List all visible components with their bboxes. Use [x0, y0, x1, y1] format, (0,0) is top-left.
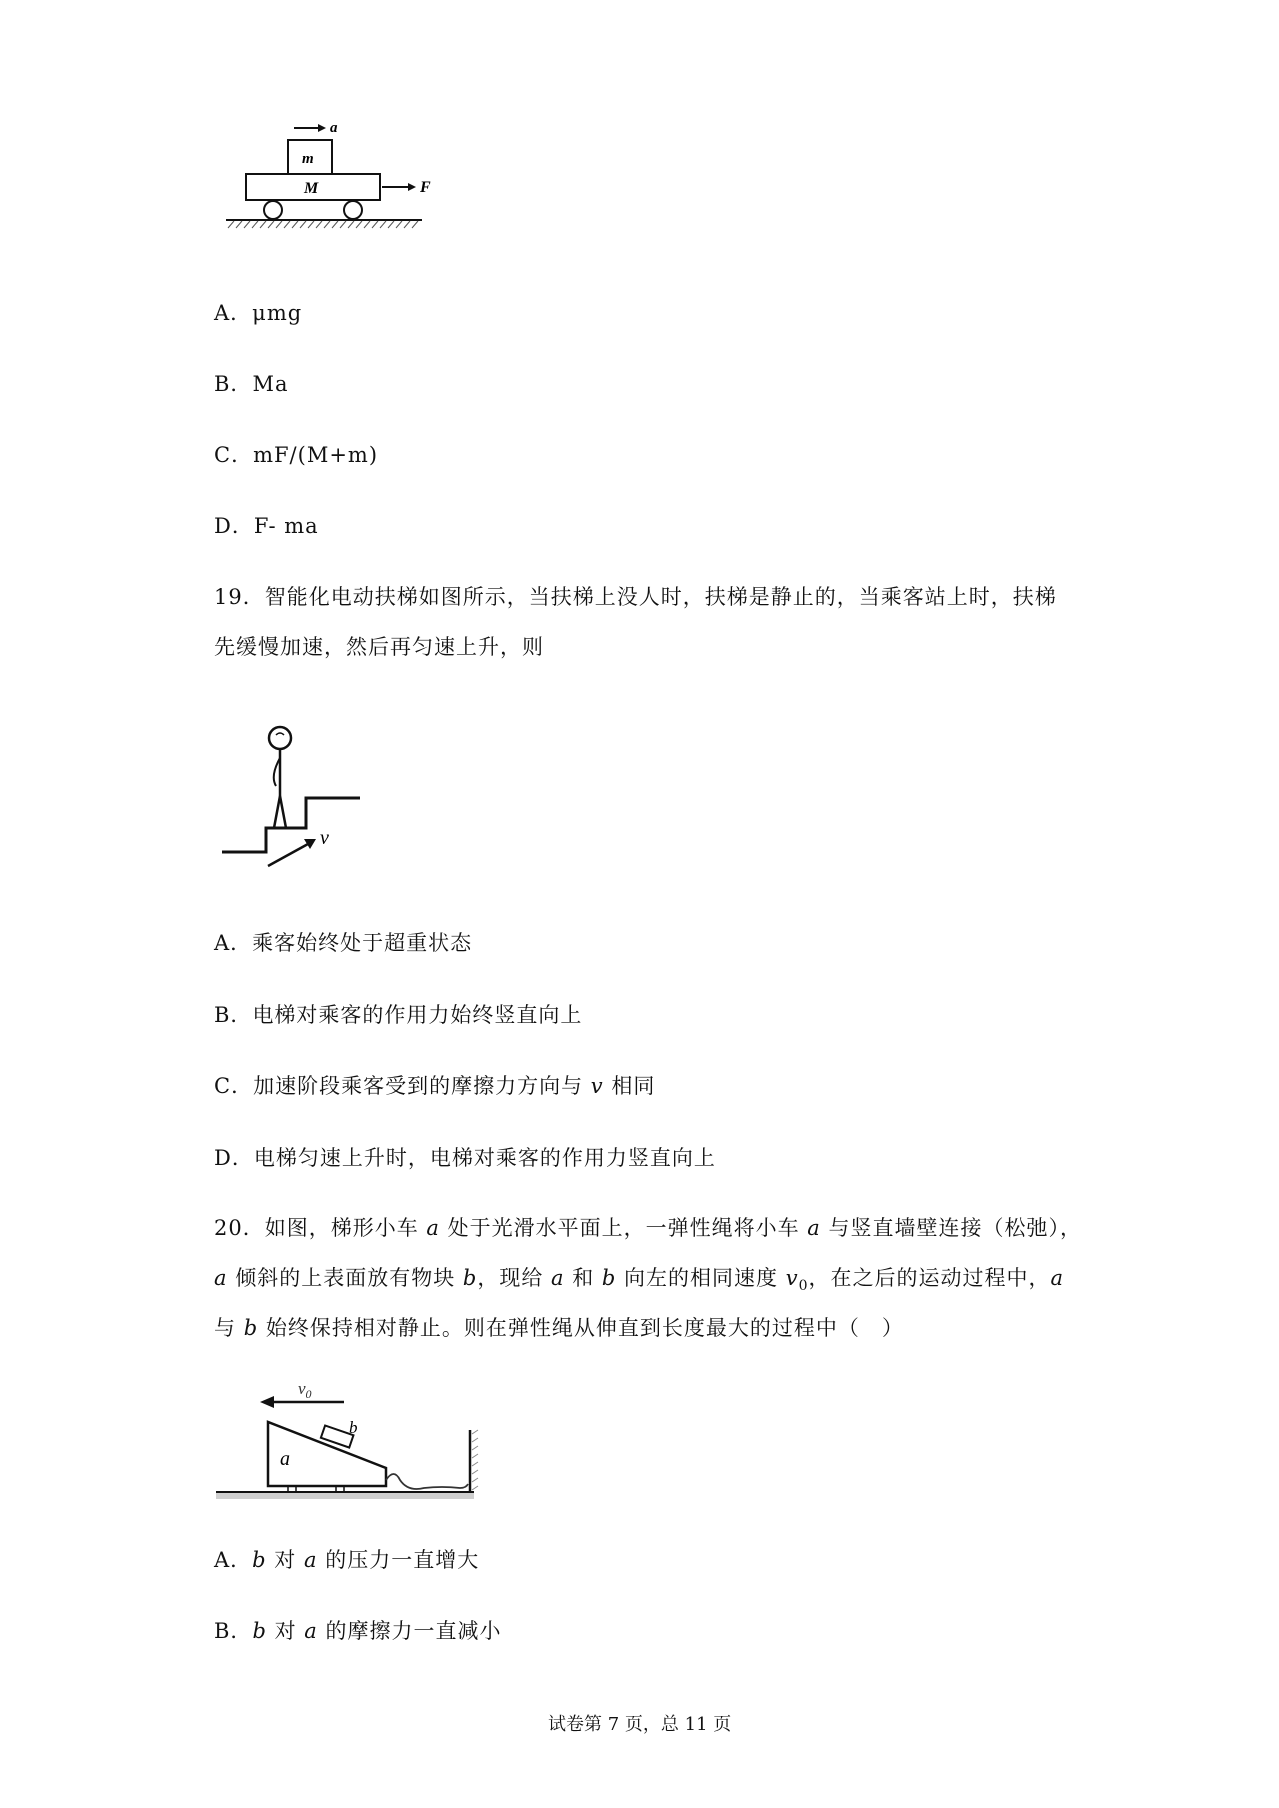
option-text: 电梯匀速上升时，电梯对乘客的作用力竖直向上: [253, 1146, 716, 1170]
q18-option-c: [214, 445, 378, 466]
escalator-figure: [218, 718, 368, 868]
page-footer: 试卷第 7 页，总 11 页: [548, 1714, 732, 1735]
option-text: 的摩擦力一直减小: [317, 1619, 502, 1643]
stem-text: 与: [214, 1316, 244, 1340]
q20-stem-line-1: [214, 1218, 1082, 1239]
q18-option-d: [214, 516, 319, 537]
option-letter: B．: [214, 1619, 253, 1643]
option-text: mF/(M+m): [253, 443, 379, 467]
label-v: v: [320, 827, 329, 849]
q19-option-d: [214, 1148, 716, 1169]
var-b: b: [601, 1266, 617, 1290]
var-a: a: [304, 1619, 318, 1643]
option-letter: B．: [214, 372, 253, 396]
option-letter: D．: [214, 514, 254, 538]
var-a: a: [214, 1266, 228, 1290]
stem-text: 和: [564, 1266, 602, 1290]
option-text: μmg: [252, 301, 303, 325]
var-a: a: [426, 1216, 440, 1240]
var-v: v: [590, 1074, 604, 1098]
stem-text: ，现给: [477, 1266, 552, 1290]
q19-stem-line-1: 19．智能化电动扶梯如图所示，当扶梯上没人时，扶梯是静止的，当乘客站上时，扶梯: [214, 585, 1057, 609]
q20-option-b: [214, 1621, 501, 1642]
stem-text: 倾斜的上表面放有物块: [227, 1266, 463, 1290]
q20-option-a: [214, 1550, 479, 1571]
q19-option-a: [214, 933, 472, 954]
option-text: 相同: [603, 1074, 656, 1098]
option-text: 加速阶段乘客受到的摩擦力方向与: [253, 1074, 591, 1098]
stem-text: 20．如图，梯形小车: [214, 1216, 427, 1240]
var-a: a: [807, 1216, 821, 1240]
option-text: 的压力一直增大: [317, 1548, 480, 1572]
label-m: m: [302, 151, 314, 167]
label-b: b: [349, 1418, 358, 1437]
trapezoid-cart-figure: [212, 1376, 482, 1506]
stem-text: 始终保持相对静止。则在弹性绳从伸直到长度最大的过程中（ ）: [258, 1316, 904, 1340]
option-text: 电梯对乘客的作用力始终竖直向上: [252, 1003, 583, 1027]
label-F: F: [420, 179, 431, 196]
var-b: b: [252, 1548, 267, 1572]
var-v: v: [785, 1266, 799, 1290]
option-letter: A．: [214, 1548, 253, 1572]
q18-option-a: [214, 303, 302, 324]
label-v0: $v_0$: [298, 1379, 312, 1401]
q19-option-c: [214, 1076, 655, 1097]
option-letter: A．: [214, 301, 253, 325]
stem-text: ，在之后的运动过程中，: [808, 1266, 1051, 1290]
option-text: 对: [266, 1548, 304, 1572]
var-a: a: [303, 1548, 318, 1572]
option-letter: D．: [214, 1146, 254, 1170]
var-a: a: [1050, 1266, 1065, 1290]
stem-text: 与竖直墙壁连接（松弛），: [820, 1216, 1083, 1240]
var-b: b: [252, 1619, 267, 1643]
stem-text: 向左的相同速度: [616, 1266, 786, 1290]
q19-option-b: [214, 1005, 582, 1026]
option-text: F- ma: [253, 514, 319, 538]
var-b: b: [243, 1316, 259, 1340]
var-a: a: [551, 1266, 565, 1290]
q18-option-b: [214, 374, 288, 395]
label-a: a: [280, 1448, 290, 1470]
option-text: Ma: [252, 372, 289, 396]
subscript-0: 0: [798, 1278, 809, 1295]
q20-stem-line-3: [214, 1318, 904, 1339]
option-letter: C．: [214, 1074, 254, 1098]
var-b: b: [462, 1266, 478, 1290]
option-letter: B．: [214, 1003, 253, 1027]
option-text: 对: [266, 1619, 305, 1643]
option-letter: C．: [214, 443, 254, 467]
q19-stem-line-2: 先缓慢加速，然后再匀速上升，则: [214, 635, 544, 659]
label-a: a: [330, 120, 338, 136]
q20-stem-line-2: [214, 1268, 1064, 1293]
option-text: 乘客始终处于超重状态: [252, 931, 473, 955]
label-M: M: [304, 180, 319, 197]
cart-block-figure: [222, 118, 452, 238]
stem-text: 处于光滑水平面上，一弹性绳将小车: [439, 1216, 808, 1240]
option-letter: A．: [214, 931, 253, 955]
